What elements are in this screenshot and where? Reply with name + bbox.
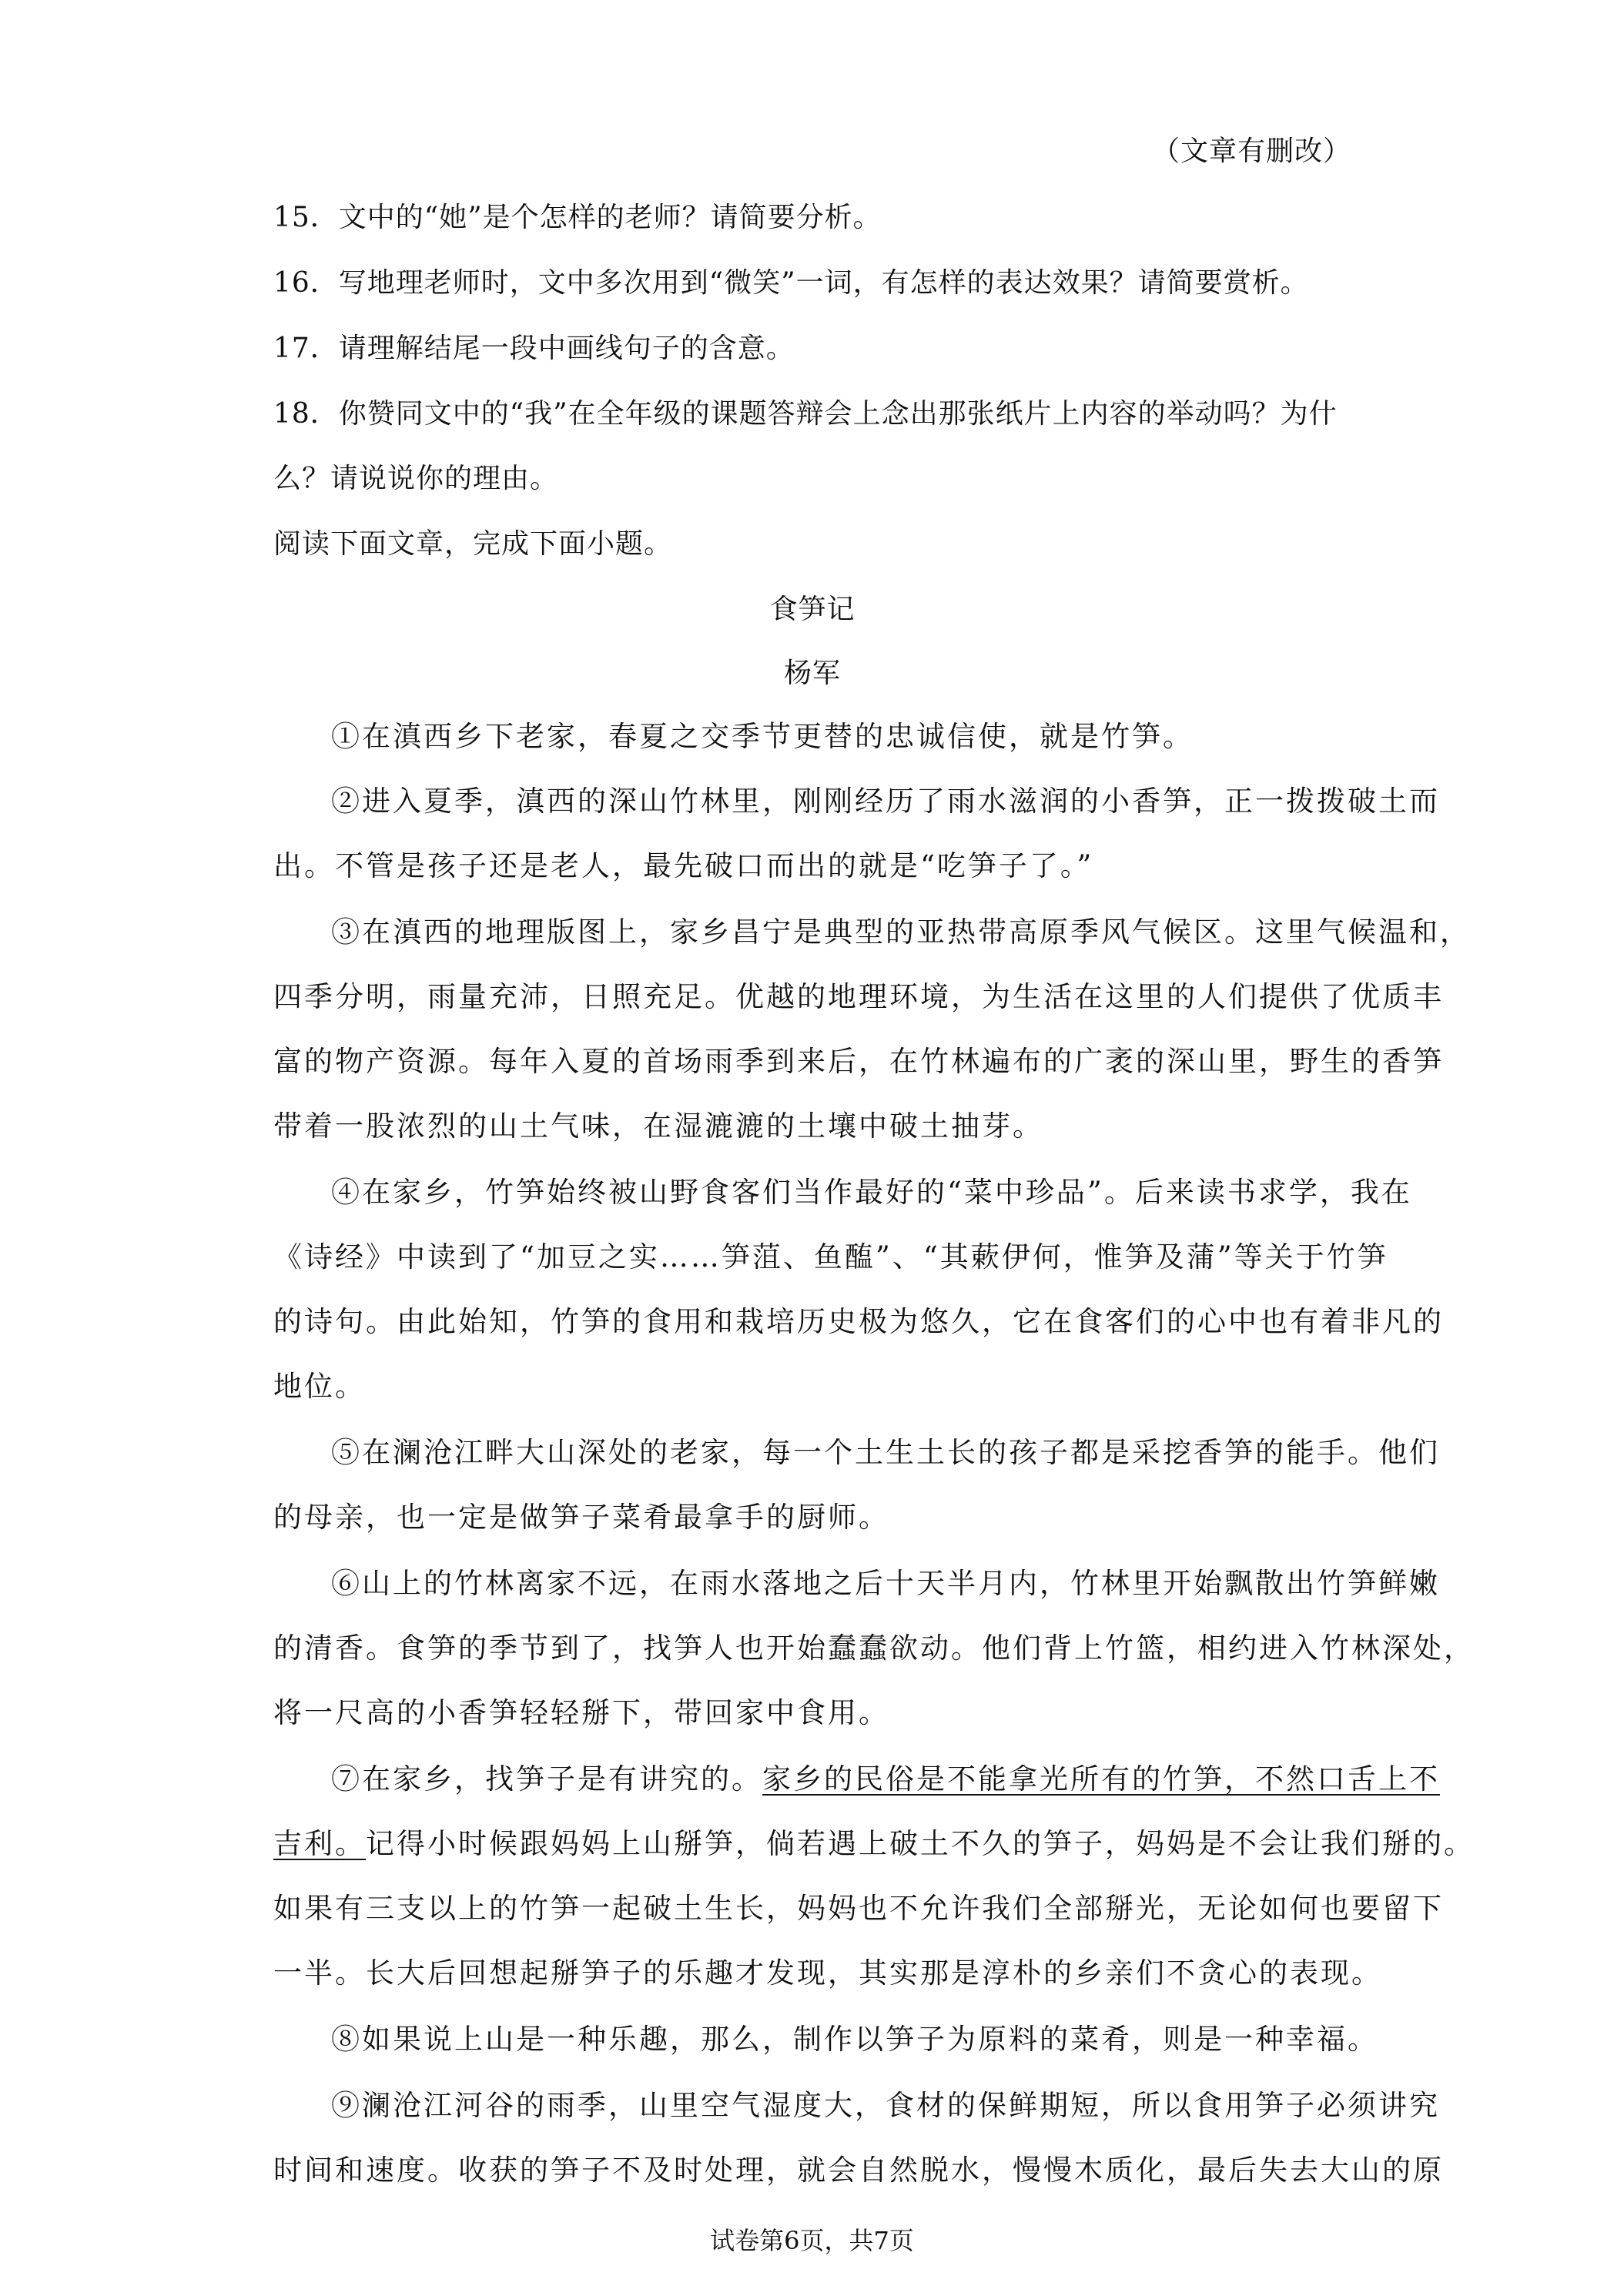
paragraph-9-line-1: ⑨澜沧江河谷的雨季，山里空气湿度大，食材的保鲜期短，所以食用笋子必须讲究 xyxy=(331,2089,1440,2122)
paragraph-2-line-2: 出。不管是孩子还是老人，最先破口而出的就是“吃笋子了。” xyxy=(273,849,1094,882)
paragraph-7-text: ⑦在家乡，找笋子是有讲究的。 xyxy=(331,1762,762,1796)
paragraph-8: ⑧如果说上山是一种乐趣，那么，制作以笋子为原料的菜肴，则是一种幸福。 xyxy=(331,2023,1378,2056)
paragraph-3-line-4: 带着一股浓烈的山土气味，在湿漉漉的土壤中破土抽芽。 xyxy=(273,1110,1043,1143)
underlined-sentence-part-1: 家乡的民俗是不能拿光所有的竹笋，不然口舌上不 xyxy=(762,1762,1440,1796)
question-17: 17．请理解结尾一段中画线句子的含意。 xyxy=(273,333,795,364)
paragraph-5-line-2: 的母亲，也一定是做笋子菜肴最拿手的厨师。 xyxy=(273,1501,889,1534)
paragraph-6-line-1: ⑥山上的竹林离家不远，在雨水落地之后十天半月内，竹林里开始飘散出竹笋鲜嫩 xyxy=(331,1567,1440,1600)
paragraph-2-line-1: ②进入夏季，滇西的深山竹林里，刚刚经历了雨水滋润的小香笋，正一拨拨破土而 xyxy=(331,785,1440,818)
underlined-sentence-part-2: 吉利。 xyxy=(273,1827,366,1860)
paragraph-9-line-2: 时间和速度。收获的笋子不及时处理，就会自然脱水，慢慢木质化，最后失去大山的原 xyxy=(273,2154,1444,2187)
question-16: 16．写地理老师时，文中多次用到“微笑”一词，有怎样的表达效果？请简要赏析。 xyxy=(273,267,1309,299)
reading-instruction: 阅读下面文章，完成下面小题。 xyxy=(273,528,673,560)
essay-author: 杨军 xyxy=(783,658,841,689)
paragraph-7-line-1 xyxy=(331,1760,1440,1799)
paragraph-7-text: 记得小时候跟妈妈上山掰笋，倘若遇上破土不久的笋子，妈妈是不会让我们掰的。 xyxy=(366,1827,1475,1860)
question-18-continued: 么？请说说你的理由。 xyxy=(273,463,559,494)
paragraph-4-line-3: 的诗句。由此始知，竹笋的食用和栽培历史极为悠久，它在食客们的心中也有着非凡的 xyxy=(273,1305,1444,1338)
paragraph-3-line-3: 富的物产资源。每年入夏的首场雨季到来后，在竹林遍布的广袤的深山里，野生的香笋 xyxy=(273,1045,1444,1078)
paragraph-7-line-3: 如果有三支以上的竹笋一起破土生长，妈妈也不允许我们全部掰光，无论如何也要留下 xyxy=(273,1892,1444,1925)
paragraph-5-line-1: ⑤在澜沧江畔大山深处的老家，每一个土生土长的孩子都是采挖香笋的能手。他们 xyxy=(331,1436,1440,1469)
paragraph-4-line-1: ④在家乡，竹笋始终被山野食客们当作最好的“菜中珍品”。后来读书求学，我在 xyxy=(331,1176,1412,1209)
paragraph-4-line-2: 《诗经》中读到了“加豆之实……笋菹、鱼醢”、“其蔌伊何，惟笋及蒲”等关于竹笋 xyxy=(273,1240,1388,1274)
paragraph-7-line-2 xyxy=(273,1825,1475,1863)
question-15: 15．文中的“她”是个怎样的老师？请简要分析。 xyxy=(273,202,882,233)
essay-title: 食笋记 xyxy=(769,594,856,625)
paragraph-3-line-2: 四季分明，雨量充沛，日照充足。优越的地理环境，为生活在这里的人们提供了优质丰 xyxy=(273,980,1444,1013)
question-18: 18．你赞同文中的“我”在全年级的课题答辩会上念出那张纸片上内容的举动吗？为什 xyxy=(273,398,1338,430)
paragraph-3-line-1: ③在滇西的地理版图上，家乡昌宁是典型的亚热带高原季风气候区。这里气候温和， xyxy=(331,915,1471,949)
source-note: （文章有删改） xyxy=(1151,136,1351,167)
paragraph-4-line-4: 地位。 xyxy=(273,1370,366,1403)
paragraph-6-line-3: 将一尺高的小香笋轻轻掰下，带回家中食用。 xyxy=(273,1696,889,1729)
page-footer: 试卷第6页，共7页 xyxy=(710,2226,914,2255)
paragraph-7-line-4: 一半。长大后回想起掰笋子的乐趣才发现，其实那是淳朴的乡亲们不贪心的表现。 xyxy=(273,1956,1382,1990)
paragraph-1: ①在滇西乡下老家，春夏之交季节更替的忠诚信使，就是竹笋。 xyxy=(331,720,1194,753)
paragraph-6-line-2: 的清香。食笋的季节到了，找笋人也开始蠢蠢欲动。他们背上竹篮，相约进入竹林深处， xyxy=(273,1632,1475,1665)
